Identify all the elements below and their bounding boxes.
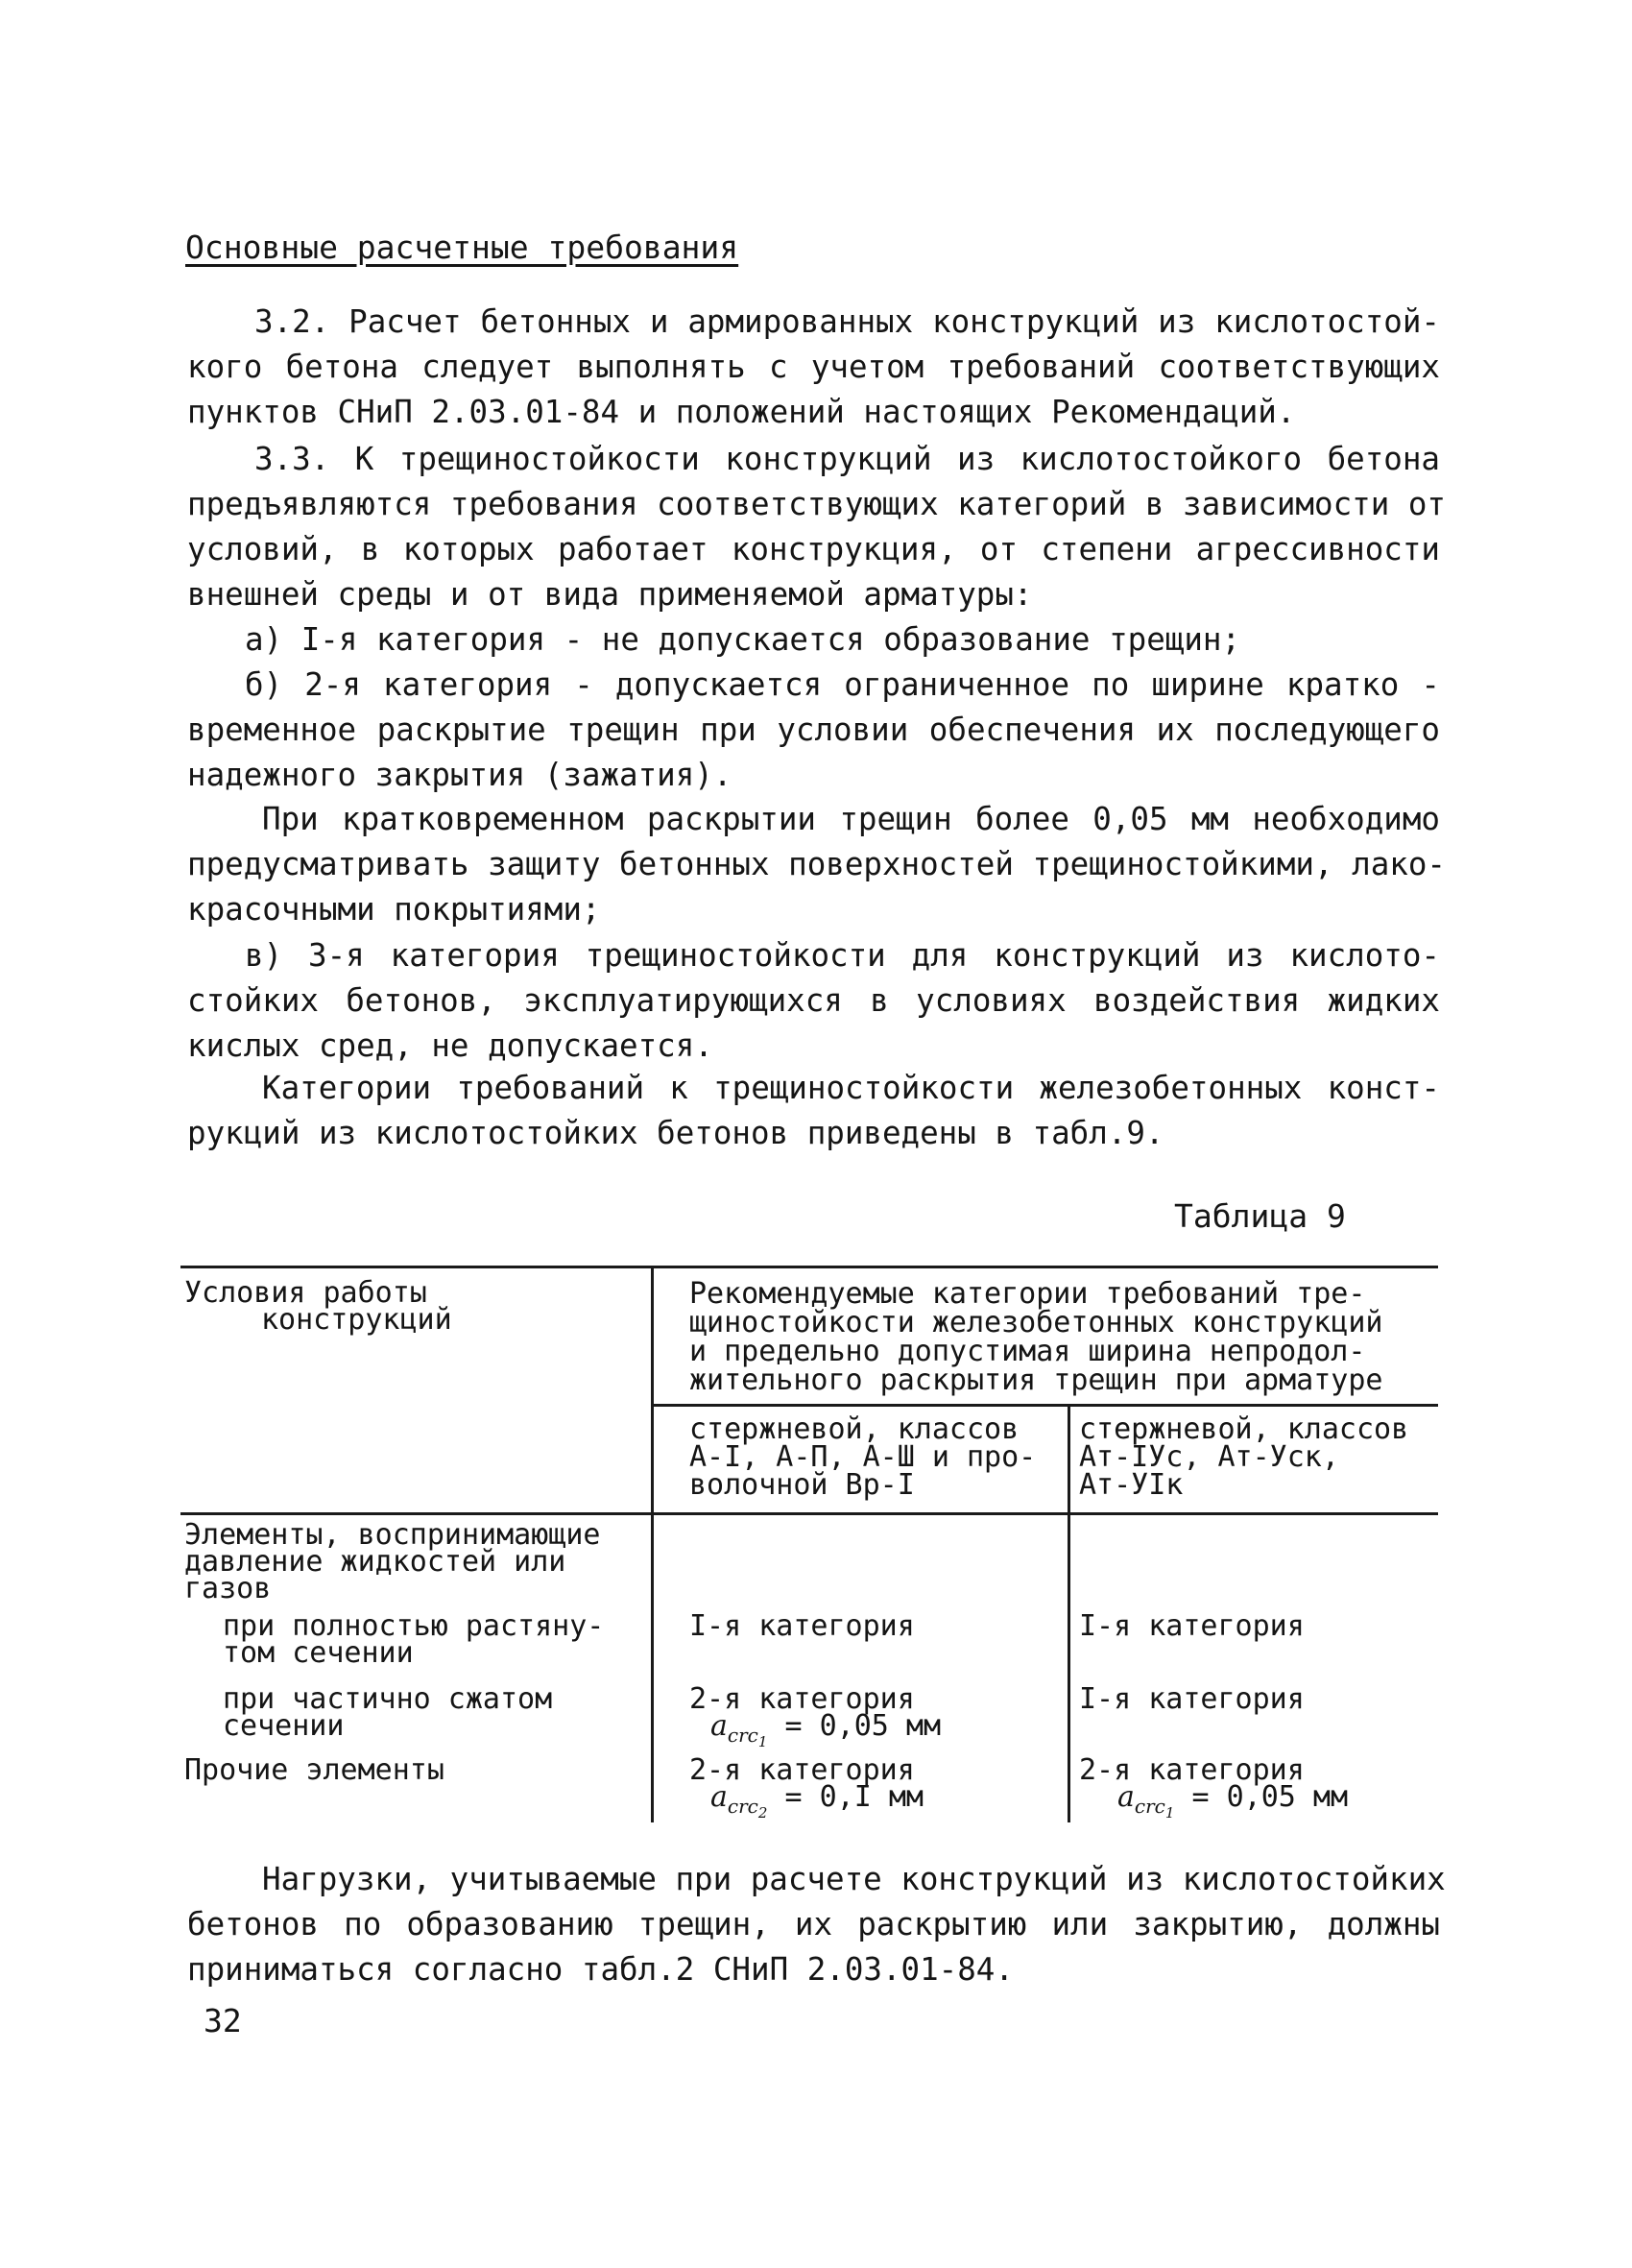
table-cell-category: I-я категория	[689, 1609, 915, 1643]
paragraph-line: рукций из кислотостойких бетонов приведены в табл.9.	[187, 1115, 1164, 1151]
table-cell-category: I-я категория	[1079, 1682, 1305, 1716]
crack-width-formula: $a_{crc_1} = 0,05$ мм	[710, 1709, 942, 1750]
table-cell-category: 2-я категория $a_{crc_1} = 0,05$ мм	[1079, 1757, 1348, 1826]
paragraph-line: Нагрузки, учитываемые при расчете конструкций из кислотостойких	[262, 1861, 1446, 1897]
table-group-rule	[653, 1404, 1438, 1407]
page-number: 32	[204, 2002, 242, 2039]
paragraph-3-2	[187, 300, 1440, 435]
paragraph-line: Категории требований к трещиностойкости железобетонных конст-	[262, 1070, 1440, 1106]
paragraph-line: в) 3-я категория трещиностойкости для конструкций из кислото-	[245, 937, 1440, 974]
list-item-b	[187, 663, 1440, 798]
table-row-label: Прочие элементы	[184, 1753, 444, 1787]
table-row-label: при полностью растяну- том сечении	[223, 1609, 605, 1670]
paragraph-line: временное раскрытие трещин при условии обеспечения их последующего	[187, 712, 1440, 748]
header-rod-class-a: стержневой, классов А-I, А-П, А-Ш и про- волочной Вр-I	[689, 1412, 1037, 1502]
table-cell-category: 2-я категория $a_{crc_2} = 0,I$ мм	[689, 1757, 924, 1826]
table-subcol-divider	[1068, 1404, 1070, 1822]
table-cell-category: I-я категория	[1079, 1609, 1305, 1643]
list-item-a	[187, 617, 1440, 663]
table-header-rule	[180, 1512, 1438, 1515]
paragraph-line: кислых сред, не допускается.	[187, 1027, 713, 1064]
header-recommended-categories: Рекомендуемые категории требований тре- щиностойкости железобетонных конструкций и предельно допустимая ширина непродол- жительного раскрытия трещин при арматуре	[689, 1277, 1383, 1397]
group-label-liquid-pressure: Элементы, воспринимающие давление жидкостей или газов	[184, 1518, 601, 1605]
paragraph-line: приниматься согласно табл.2 СНиП 2.03.01-84.	[187, 1951, 1014, 1988]
paragraph-line: 3.2. Расчет бетонных и армированных конструкций из кислотостой-	[254, 303, 1440, 340]
paragraph-line: предъявляются требования соответствующих категорий в зависимости от	[187, 486, 1446, 522]
table-caption: Таблица 9	[1174, 1197, 1346, 1235]
paragraph-line: б) 2-я категория - допускается ограниченное по ширине кратко -	[245, 666, 1440, 703]
section-title: Основные расчетные требования	[185, 229, 739, 266]
list-item-v	[187, 933, 1440, 1069]
paragraph-line: стойких бетонов, эксплуатирующихся в условиях воздействия жидких	[187, 982, 1440, 1019]
paragraph-line: 3.3. К трещиностойкости конструкций из кислотостойкого бетона	[254, 441, 1440, 477]
paragraph-line: красочными покрытиями;	[187, 891, 601, 928]
header-conditions: Условия работы конструкций	[184, 1276, 452, 1337]
paragraph-loads	[187, 1857, 1446, 1992]
header-rod-class-at: стержневой, классов Ат-IУс, Ат-Уск, Ат-УIк	[1079, 1412, 1409, 1502]
table-col-divider	[651, 1266, 654, 1822]
paragraph-categories	[187, 1066, 1440, 1156]
crack-width-formula: $a_{crc_2} = 0,I$ мм	[710, 1780, 924, 1822]
paragraph-line: пунктов СНиП 2.03.01-84 и положений настоящих Рекомендаций.	[187, 394, 1296, 430]
paragraph-short-term	[187, 797, 1446, 932]
paragraph-line: бетонов по образованию трещин, их раскрытию или закрытию, должны	[187, 1906, 1440, 1942]
paragraph-line: надежного закрытия (зажатия).	[187, 757, 732, 793]
paragraph-line: а) I-я категория - не допускается образование трещин;	[245, 621, 1241, 658]
table-row-label: при частично сжатом сечении	[223, 1682, 553, 1743]
paragraph-line: При кратковременном раскрытии трещин более 0,05 мм необходимо	[262, 801, 1440, 837]
paragraph-line: условий, в которых работает конструкция, от степени агрессивности	[187, 531, 1440, 567]
paragraph-3-3	[187, 437, 1446, 617]
crack-width-formula: $a_{crc_1} = 0,05$ мм	[1117, 1780, 1349, 1822]
paragraph-line: внешней среды и от вида применяемой арматуры:	[187, 576, 1033, 613]
paragraph-line: кого бетона следует выполнять с учетом требований соответствующих	[187, 349, 1440, 385]
table-top-rule	[180, 1266, 1438, 1268]
paragraph-line: предусматривать защиту бетонных поверхностей трещиностойкими, лако-	[187, 846, 1446, 882]
table-cell-category: 2-я категория $a_{crc_1} = 0,05$ мм	[689, 1686, 941, 1755]
